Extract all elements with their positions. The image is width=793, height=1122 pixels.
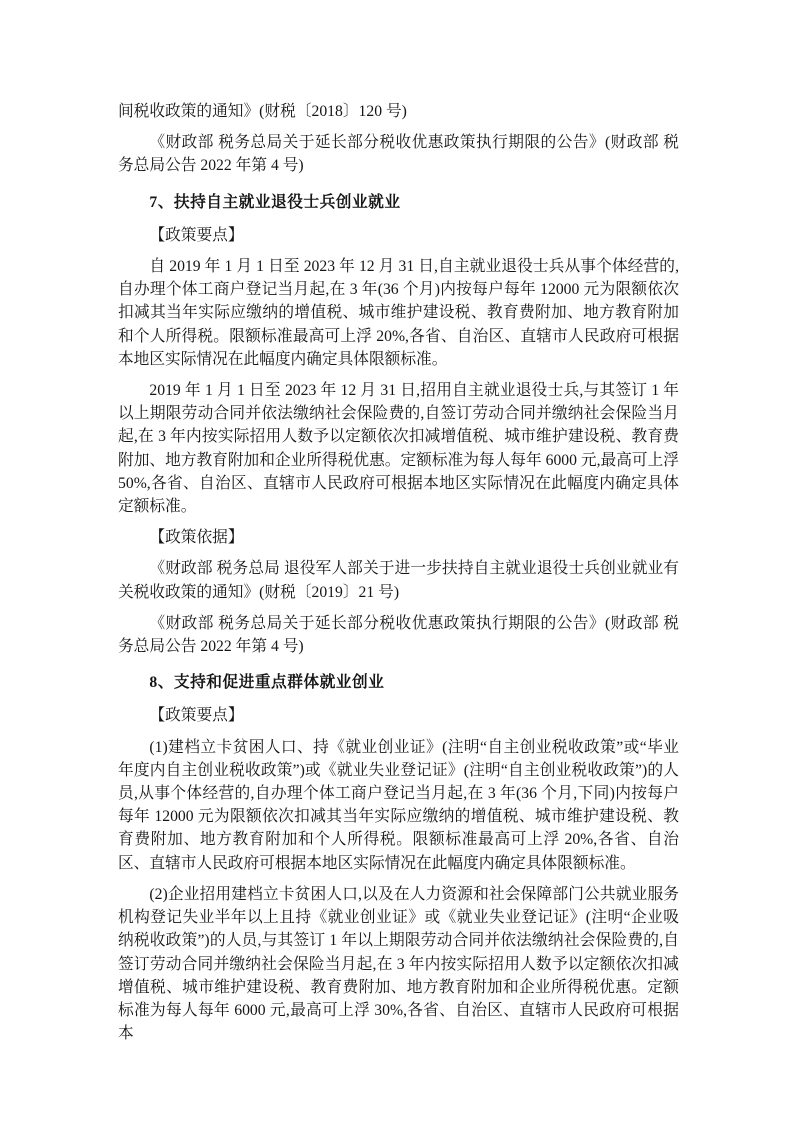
policy-points-label-section-7: 【政策要点】: [149, 226, 244, 244]
section-heading-7-veteran-entrepreneurship: 7、扶持自主就业退役士兵创业就业: [149, 193, 401, 211]
continued-citation-paragraph: 间税收政策的通知》(财税〔2018〕120 号): [118, 103, 407, 120]
policy-point-1-registered-poor-self-employment: (1)建档立卡贫困人口、持《就业创业证》(注明“自主创业税收政策”或“毕业年度内自主创业税收政策”)或《就业失业登记证》(注明“自主创业税收政策”)的人员,从事个体经营的,自办理个体工商户登记当月起,在 3 年(36 个月,下同)内按每户每年 12000 元为限额依次扣减其当年实际应缴纳的增值税、城市维护建设税、教育费附加、地方教育附加和个人所得税。限额标准最高可上浮 20%,各省、自治区、直辖市人民政府可根据本地区实际情况在此幅度内确定具体限额标准。: [118, 738, 679, 872]
policy-basis-notice-2019-21: 《财政部 税务总局 退役军人部关于进一步扶持自主就业退役士兵创业就业有关税收政策的通知》(财税〔2019〕21 号): [118, 560, 679, 601]
policy-basis-label-section-7: 【政策依据】: [149, 529, 244, 547]
policy-point-veteran-self-employment: 自 2019 年 1 月 1 日至 2023 年 12 月 31 日,自主就业退役士兵从事个体经营的,自办理个体工商户登记当月起,在 3 年(36 个月)内按每户每年 12000 元为限额依次扣减其当年实际应缴纳的增值税、城市维护建设税、教育费附加、地方教育附加和个人所得税。限额标准最高可上浮 20%,各省、自治区、直辖市人民政府可根据本地区实际情况在此幅度内确定具体限额标准。: [118, 258, 679, 368]
section-heading-8-key-groups-employment: 8、支持和促进重点群体就业创业: [149, 674, 385, 692]
policy-point-2-enterprise-hiring-poor: (2)企业招用建档立卡贫困人口,以及在人力资源和社会保障部门公共就业服务机构登记失业半年以上且持《就业创业证》或《就业失业登记证》(注明“企业吸纳税收政策”)的人员,与其签订 1 年以上期限劳动合同并依法缴纳社会保险费的,自签订劳动合同并缴纳社会保险当月起,在 3 年内按实际招用人数予以定额依次扣减增值税、城市维护建设税、教育费附加、地方教育附加和企业所得税优惠。定额标准为每人每年 6000 元,最高可上浮 30%,各省、自治区、直辖市人民政府可根据本: [118, 885, 679, 1043]
policy-point-veteran-hiring: 2019 年 1 月 1 日至 2023 年 12 月 31 日,招用自主就业退役士兵,与其签订 1 年以上期限劳动合同并依法缴纳社会保险费的,自签订劳动合同并缴纳社会保险当月起,在 3 年内按实际招用人数予以定额依次扣减增值税、城市维护建设税、教育费附加、地方教育附加和企业所得税优惠。定额标准为每人每年 6000 元,最高可上浮 50%,各省、自治区、直辖市人民政府可根据本地区实际情况在此幅度内确定具体定额标准。: [118, 382, 679, 516]
policy-basis-announcement-2022-4: 《财政部 税务总局关于延长部分税收优惠政策执行期限的公告》(财政部 税务总局公告 2022 年第 4 号): [118, 614, 679, 656]
policy-points-label-section-8: 【政策要点】: [149, 707, 244, 725]
policy-citation-announcement-2022: 《财政部 税务总局关于延长部分税收优惠政策执行期限的公告》(财政部 税务总局公告 2022 年第 4 号): [118, 134, 679, 175]
